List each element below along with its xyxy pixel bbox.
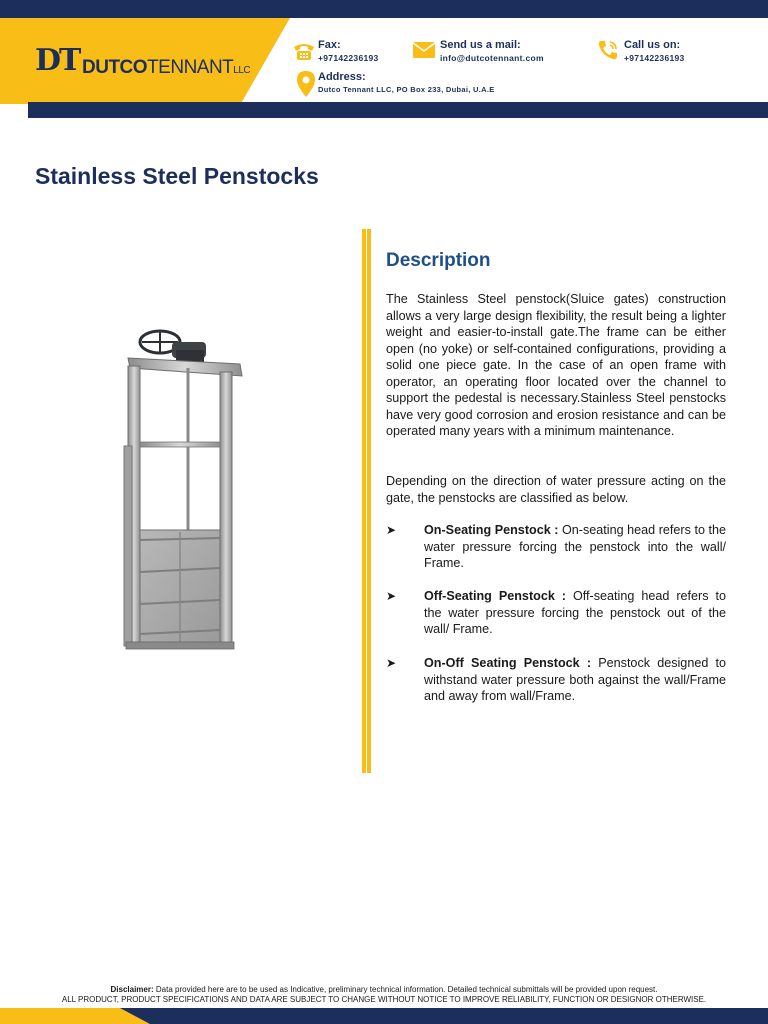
logo-name-thin: TENNANT xyxy=(147,57,234,78)
disclaimer-label: Disclaimer: xyxy=(110,985,154,994)
penstock-product-image xyxy=(120,328,248,653)
fax-label: Fax: xyxy=(318,39,341,51)
arrow-bullet-icon: ➤ xyxy=(386,589,397,603)
footer-notice: ALL PRODUCT, PRODUCT SPECIFICATIONS AND DATA ARE SUBJECT TO CHANGE WITHOUT NOTICE TO IMPROVE RELIABILITY, FUNCTION OR DESIGNOR OTHERWISE. xyxy=(61,995,707,1004)
description-paragraph: The Stainless Steel penstock(Sluice gates) construction allows a very large design flexibility, the result being a lighter weight and easier-to-install gate.The frame can be either open (no yoke) or self-contained configurations, providing a solid one piece gate. In the case of an open frame with operator, an operating floor located over the channel to support the pedestal is necessary.Stainless Steel penstocks have very good corrosion and erosion resistance and can be operated many years with a minimum maintenance. xyxy=(386,292,726,438)
address-label: Address: xyxy=(318,71,366,83)
bullet-text: Off-seating head refers to the water pressure forcing the penstock out of the wall/ Frame. xyxy=(424,589,726,636)
divider-bar xyxy=(367,229,371,773)
location-pin-icon xyxy=(294,70,318,98)
divider-bar xyxy=(362,229,366,773)
mail-label: Send us a mail: xyxy=(440,39,521,51)
call-value[interactable]: +97142236193 xyxy=(624,53,685,63)
call-label: Call us on: xyxy=(624,39,681,51)
top-navy-bar xyxy=(0,0,768,18)
bullet-title: On-Off Seating Penstock : xyxy=(424,656,592,670)
arrow-bullet-icon: ➤ xyxy=(386,523,397,537)
bullet-title: Off-Seating Penstock : xyxy=(424,589,567,603)
header-navy-strip xyxy=(28,102,768,118)
bullet-title: On-Seating Penstock : xyxy=(424,523,559,537)
logo-mark: DT xyxy=(35,43,80,78)
disclaimer-text: Data provided here are to be used as Indicative, preliminary technical information. Detailed technical submittals will be provided upon request. xyxy=(153,985,658,994)
classification-intro: Depending on the direction of water pressure acting on the gate, the penstocks are classified as below. xyxy=(386,474,726,505)
logo-suffix: LLC xyxy=(233,65,251,76)
bullet-text: On-seating head refers to the water pressure forcing the penstock into the wall/ Frame. xyxy=(424,523,726,570)
fax-icon xyxy=(292,40,316,60)
bullet-text: Penstock designed to withstand water pressure both against the wall/Frame and away from wall/Frame. xyxy=(424,656,726,703)
logo-name xyxy=(82,58,250,77)
mail-icon xyxy=(412,40,436,60)
phone-icon xyxy=(596,40,620,60)
footer-disclaimer xyxy=(0,985,768,1005)
fax-value: +97142236193 xyxy=(318,53,379,63)
arrow-bullet-icon: ➤ xyxy=(386,656,397,670)
address-value: Dutco Tennant LLC, PO Box 233, Dubai, U.A.E xyxy=(318,85,495,94)
page-title: Stainless Steel Penstocks xyxy=(35,163,319,189)
logo-name-bold: DUTCO xyxy=(82,57,148,78)
section-heading: Description xyxy=(386,250,491,271)
mail-value[interactable]: info@dutcotennant.com xyxy=(440,53,544,63)
